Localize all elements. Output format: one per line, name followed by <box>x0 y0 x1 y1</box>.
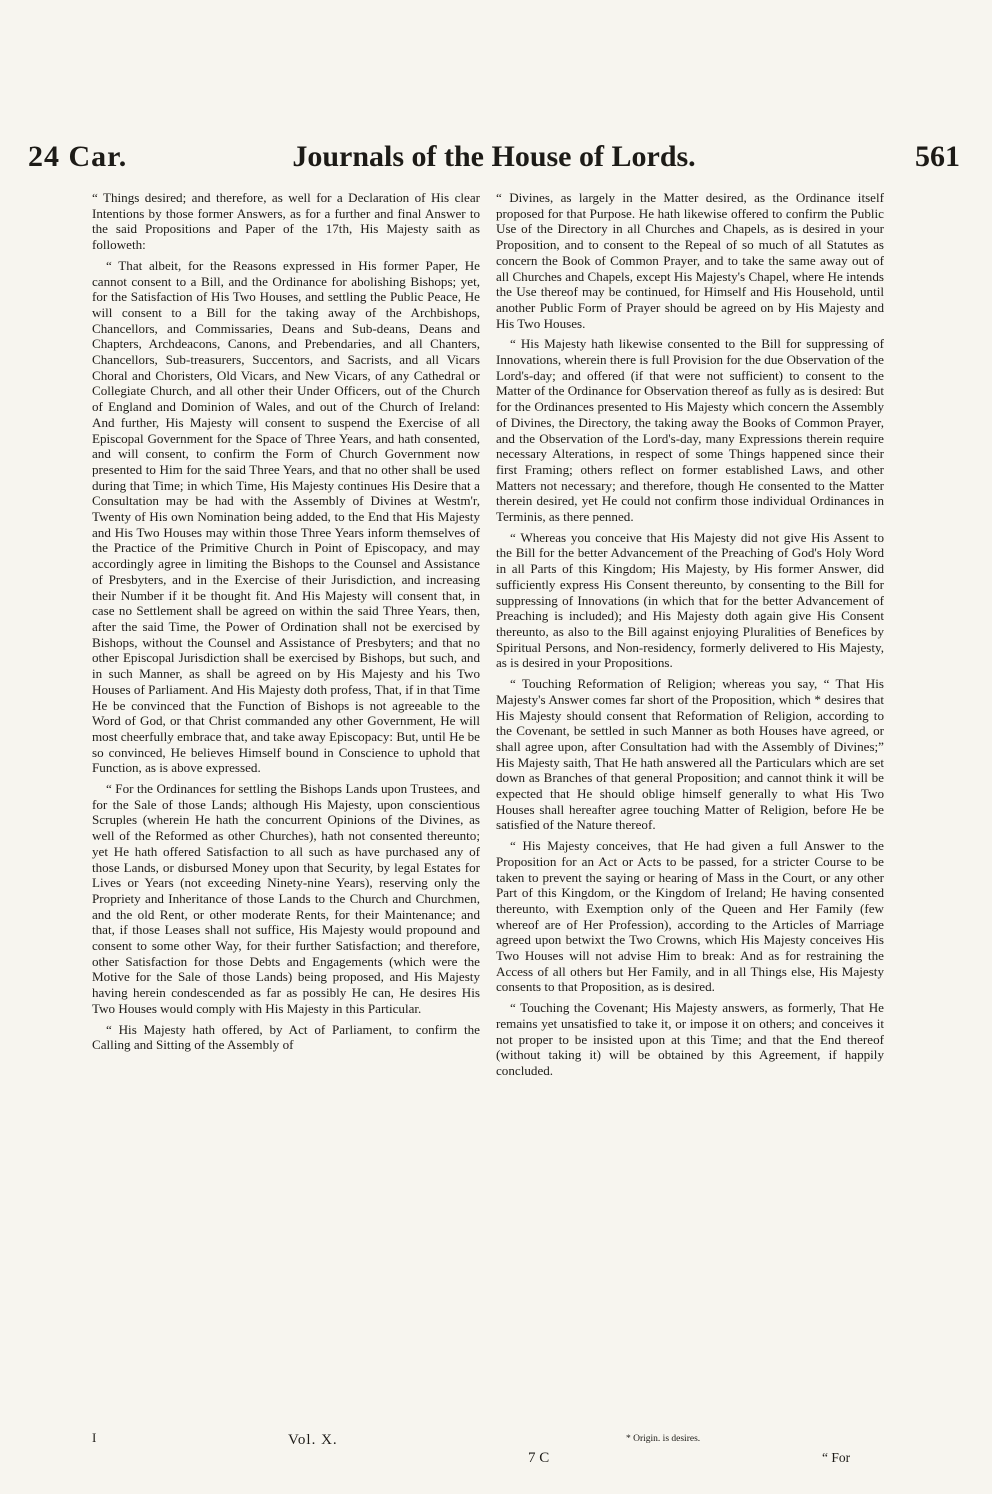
paragraph: “ That albeit, for the Reasons expressed in His former Paper, He cannot consent to a Bill, and the Ordinance for abolishing Bishops; yet, for the Satisfaction of His Two Houses, and settling the Public Peace, He will consent to a Bill for the taking away of the Archbishops, Chancellors, and Commissaries, Deans and Sub-deans, Deans and Chapters, Archdeacons, Canons, and Prebendaries, and all Chanters, Chancellors, Sub-treasurers, Succentors, and Sacrists, and all Vicars Choral and Choristers, Old Vicars, and New Vicars, of any Cathedral or Collegiate Church, and all other their Under Officers, out of the Church of England and Dominion of Wales, and out of the Church of Ireland: And further, His Majesty will consent to suspend the Exercise of all Episcopal Government for the Space of Three Years, and hath consented, and will consent, to confirm the Form of Church Government now presented to Him for the said Three Years, and that no other shall be used during that Time; in which Time, His Majesty continues His Desire that a Consultation may be had with the Assembly of Divines at Westm'r, Twenty of His own Nomination being added, to the End that His Majesty and His Two Houses may within those Three Years inform themselves of the Practice of the Primitive Church in Point of Episcopacy, and may accordingly agree in limiting the Bishops to the Counsel and Assistance of Presbyters, and in the Exercise of their Jurisdiction, and increasing their Number if it be thought fit. And His Majesty will consent that, in case no Settlement shall be agreed on within the said Three Years, then, after the said Time, the Power of Ordination shall not be exercised by Bishops, without the Counsel and Assistance of Presbyters; and that no other Episcopal Jurisdiction shall be exercised by Bishops, but such, and in such Manner, as shall be agreed on by His Majesty and his Two Houses of Parliament. And His Majesty doth profess, That, if in that Time He be convinced that the Function of Bishops is not agreeable to the Word of God, or that Christ commanded any other Government, He will most cheerfully embrace that, and take away Episcopacy: But, until He be so convinced, He believes Himself bound in Conscience to uphold that Function, as is above expressed. <box>92 257 480 776</box>
left-column <box>92 190 480 1058</box>
page-number: 561 <box>915 140 960 173</box>
running-title: Journals of the House of Lords. <box>292 140 696 173</box>
paragraph: “ Touching Reformation of Religion; whereas you say, “ That His Majesty's Answer comes far short of the Proposition, which * desires that His Majesty should consent that Reformation of Religion, according to the Covenant, be settled in such Manner as both Houses have agreed, or shall agree upon, after Consultation had with the Assembly of Divines;” His Majesty saith, That He hath answered all the Particulars which are set down as Branches of that general Proposition; and cannot think it will be expected that He should oblige himself generally to what His Two Houses shall hereafter agree touching Matter of Religion, before He be satisfied of the Nature thereof. <box>496 676 884 833</box>
paragraph: “ His Majesty conceives, that He had given a full Answer to the Proposition for an Act or Acts to be passed, for a stricter Course to be taken to prevent the saying or hearing of Mass in the Court, or any other Part of this Kingdom, or the Kingdom of Ireland; He having consented thereunto, with Exemption only of the Queen and Her Family (few whereof are of Her Profession), according to the Articles of Marriage agreed upon betwixt the Two Crowns, which His Majesty conceives His Two Houses will not advise Him to break: And as for restraining the Access of all others but Her Family, and in all Things else, His Majesty consents to that Proposition, as is desired. <box>496 838 884 995</box>
paragraph: “ His Majesty hath offered, by Act of Parliament, to confirm the Calling and Sitting of the Assembly of <box>92 1021 480 1053</box>
right-column <box>496 190 884 1084</box>
paragraph: “ Whereas you conceive that His Majesty did not give His Assent to the Bill for the better Advancement of the Preaching of God's Holy Word in all Parts of this Kingdom; His Majesty, by His former Answer, did sufficiently express His Consent thereunto, by consenting to the Bill for suppressing of Innovations (in which that for the better Advancement of Preaching is included); and His Majesty doth again give His Consent thereunto, as also to the Bill against enjoying Pluralities of Benefices by Spiritual Persons, and Non-residency, formerly delivered to His Majesty, as is desired in your Propositions. <box>496 529 884 671</box>
paragraph: “ For the Ordinances for settling the Bishops Lands upon Trustees, and for the Sale of those Lands; although His Majesty, upon conscientious Scruples (wherein He hath the concurrent Opinions of the Divines, as well of the Reformed as other Churches), hath not consented thereunto; yet He hath offered Satisfaction to all such as have purchased any of those Lands, or disbursed Money upon that Security, by legal Estates for Lives or Years (not exceeding Ninety-nine Years), reserving only the Propriety and Inheritance of those Lands to the Church and Churchmen, and the old Rent, or other moderate Rents, for their Maintenance; and that, if those Leases shall not suffice, His Majesty would propound and consent to some other Way, for their further Satisfaction; and therefore, other Satisfaction for those Debts and Engagements (which were the Motive for the Sale of those Lands) being proposed, and His Majesty having herein condescended as far as possibly He can, He desires His Two Houses would comply with His Majesty in this Particular. <box>92 781 480 1016</box>
footnote: * Origin. is desires. <box>626 1434 701 1444</box>
paragraph: “ Touching the Covenant; His Majesty answers, as formerly, That He remains yet unsatisfied to take it, or impose it on others; and conceives it not proper to be insisted upon at this Time; and that the End thereof (without taking it) will be obtained by this Agreement, if happily concluded. <box>496 1000 884 1078</box>
signature-mark: 7 C <box>528 1450 550 1466</box>
paragraph: “ Divines, as largely in the Matter desired, as the Ordinance itself proposed for that Purpose. He hath likewise offered to confirm the Public Use of the Directory in all Churches and Chapels, as is desired in your Proposition, and to consent to the Repeal of so much of all Statutes as concern the Book of Common Prayer, and to take the same away out of all Churches and Chapels, except His Majesty's Chapel, where He intends the Use thereof may be continued, for Himself and His Household, until another Public Form of Prayer should be agreed on by His Majesty and His Two Houses. <box>496 190 884 331</box>
regnal-year: 24 Car. <box>28 140 128 173</box>
page-header <box>28 138 960 182</box>
catchword: “ For <box>822 1450 851 1465</box>
margin-mark: I <box>92 1430 97 1445</box>
paragraph: “ His Majesty hath likewise consented to the Bill for suppressing of Innovations, wherein there is full Provision for the due Observation of the Lord's-day; and offered (if that were not sufficient) to consent to the Matter of the Ordinance for Observation thereof as fully as is desired: But for the Ordinances presented to His Majesty which concern the Assembly of Divines, the Directory, the taking away the Books of Common Prayer, and the Observation of the Lord's-day, many Expressions therein require necessary Alterations, in respect of some Things happened since their first Framing; others reflect on former established Laws, and other Matters not necessary; and therefore, though He consented to the Matter therein desired, yet He could not confirm those individual Ordinances in Terminis, as there penned. <box>496 336 884 525</box>
paragraph: “ Things desired; and therefore, as well for a Declaration of His clear Intentions by those former Answers, as for a further and final Answer to the said Propositions and Paper of the 17th, His Majesty saith as followeth: <box>92 190 480 253</box>
volume-label: Vol. X. <box>288 1432 338 1448</box>
